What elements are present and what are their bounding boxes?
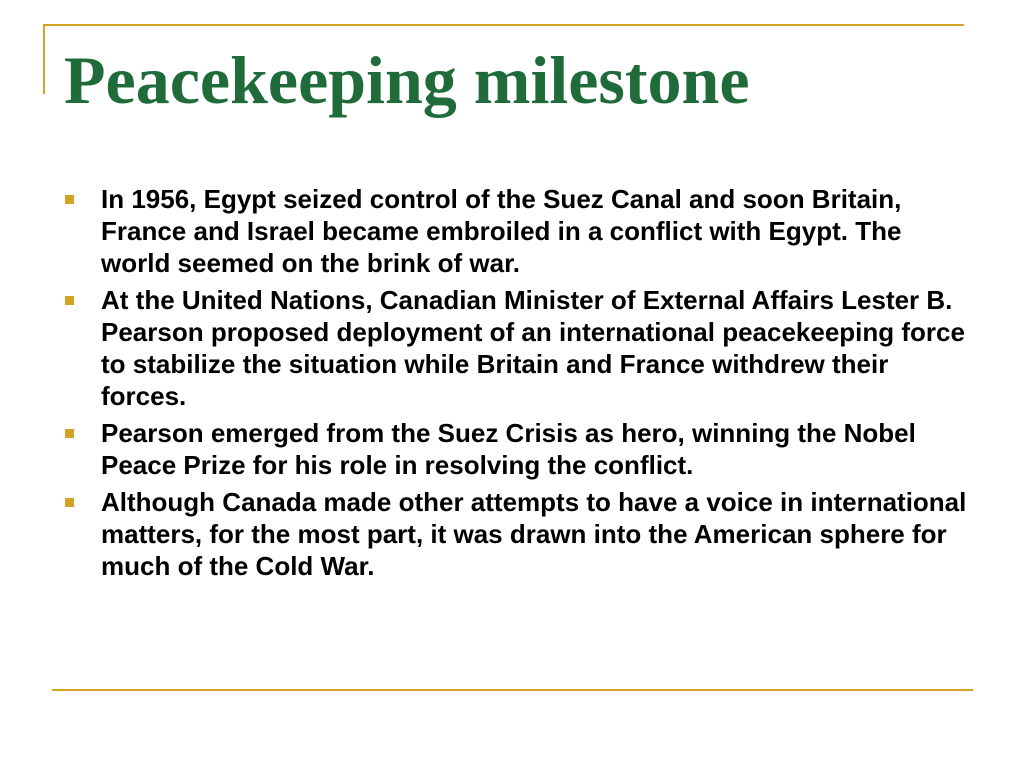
- square-bullet-icon: [65, 195, 74, 204]
- square-bullet-icon: [65, 498, 74, 507]
- bullet-item: [64, 183, 974, 279]
- bullet-text: Although Canada made other attempts to have a voice in international matters, for the most part, it was drawn into the American sphere for much of the Cold War.: [101, 487, 967, 581]
- bullet-text: In 1956, Egypt seized control of the Suez Canal and soon Britain, France and Israel became embroiled in a conflict with Egypt. The world seemed on the brink of war.: [101, 184, 902, 278]
- bullet-list: [64, 183, 974, 587]
- bullet-item: [64, 486, 974, 582]
- square-bullet-icon: [65, 429, 74, 438]
- bullet-text: Pearson emerged from the Suez Crisis as hero, winning the Nobel Peace Prize for his role in resolving the conflict.: [101, 418, 916, 480]
- slide-title: Peacekeeping milestone: [64, 42, 750, 118]
- bullet-item: [64, 417, 974, 481]
- bullet-text: At the United Nations, Canadian Minister of External Affairs Lester B. Pearson proposed deployment of an international peacekeeping force to stabilize the situation while Britain and France withdrew their forces.: [101, 285, 965, 411]
- bullet-item: [64, 284, 974, 412]
- bottom-rule: [52, 689, 973, 691]
- square-bullet-icon: [65, 296, 74, 305]
- left-rule: [43, 24, 45, 94]
- top-rule: [43, 24, 964, 26]
